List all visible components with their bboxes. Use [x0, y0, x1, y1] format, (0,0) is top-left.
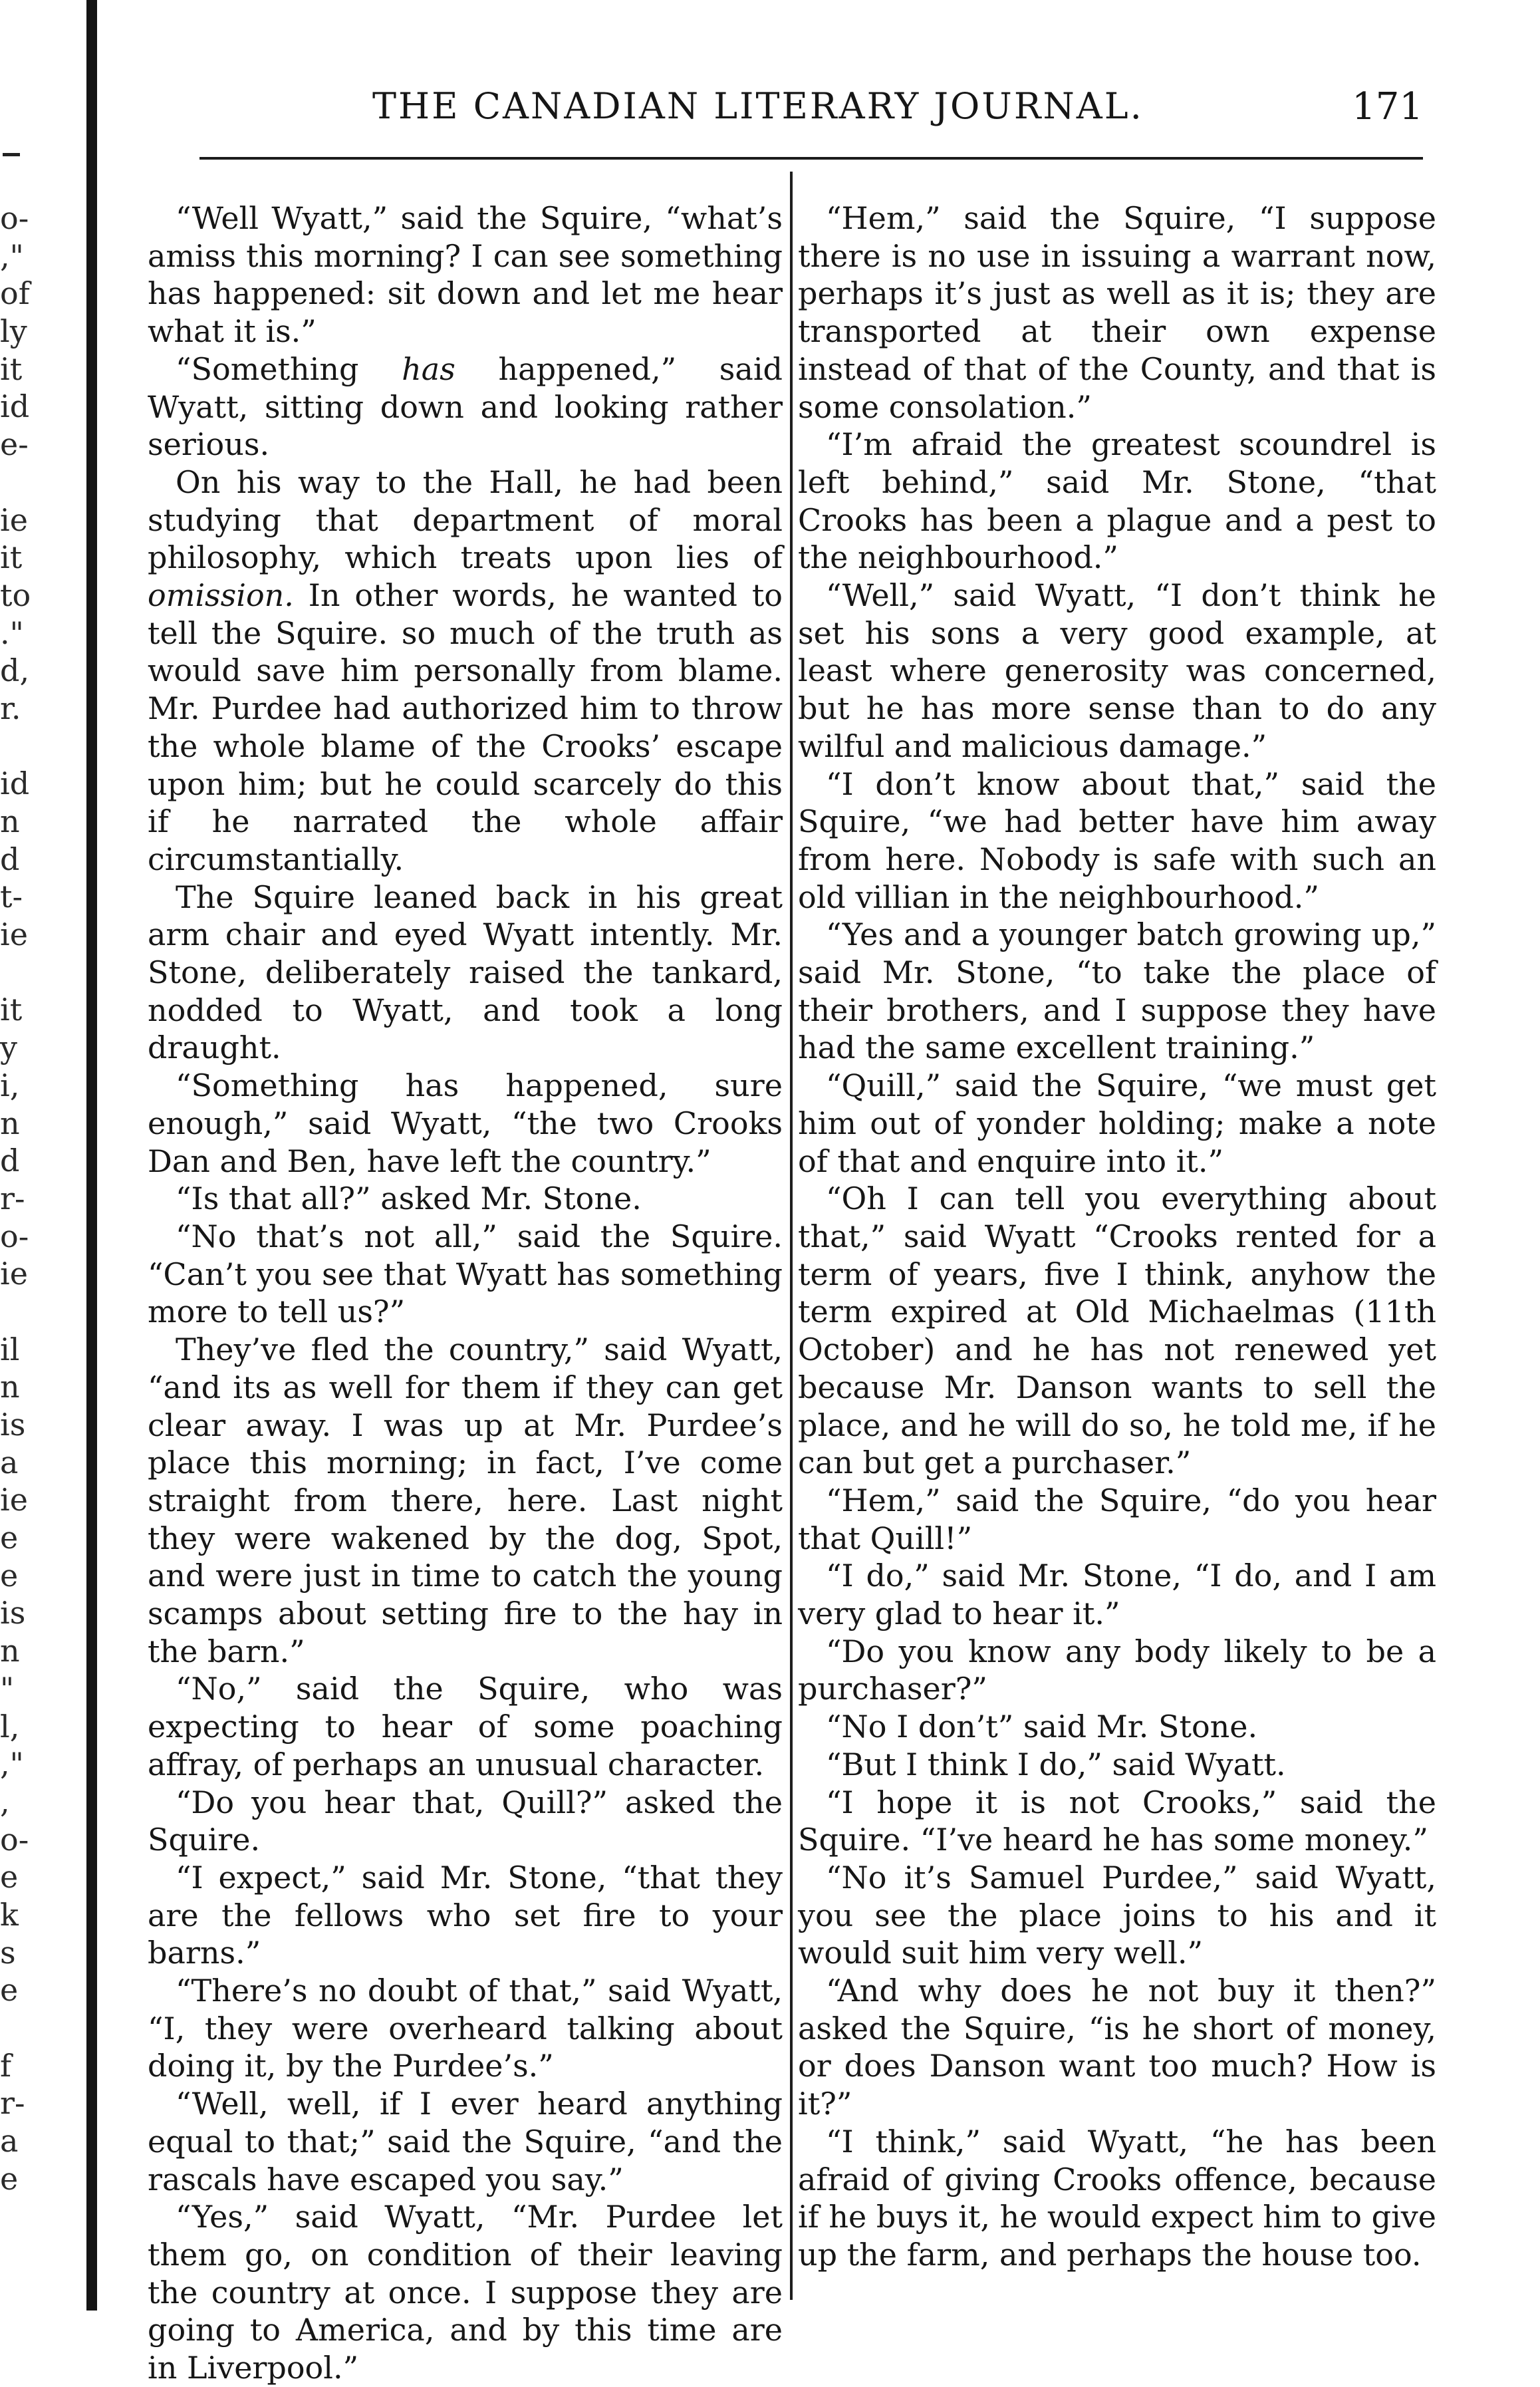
- paragraph-text: “No I don’t” said Mr. Stone.: [826, 1709, 1258, 1745]
- paragraph-text: “No that’s not all,” said the Squire. “Can’t you see that Wyatt has something more to tell us?”: [148, 1218, 783, 1330]
- paragraph-text: “Yes and a younger batch growing up,” said Mr. Stone, “to take the place of their brothers, and I suppose they have had the same excellent training.”: [798, 916, 1436, 1066]
- edge-fragment: n: [0, 1105, 20, 1141]
- paragraph: [148, 1331, 783, 1670]
- paragraph: [798, 426, 1436, 577]
- edge-fragment: i,: [0, 1067, 20, 1103]
- paragraph: [148, 1670, 783, 1783]
- edge-fragment: r-: [0, 2085, 25, 2122]
- paragraph: [798, 1067, 1436, 1180]
- edge-fragment: l,: [0, 1708, 20, 1745]
- edge-fragment: n: [0, 1633, 20, 1669]
- edge-fragment: e: [0, 1972, 19, 2009]
- paragraph-text: “Well Wyatt,” said the Squire, “what’s amiss this morning? I can see something has happened: sit down and let me hear what it is.”: [148, 200, 783, 350]
- edge-fragment: ": [0, 1670, 15, 1707]
- edge-fragment: [0, 2009, 74, 2047]
- paragraph-text: “But I think I do,” said Wyatt.: [826, 1746, 1286, 1782]
- running-header: [372, 85, 1423, 145]
- italic-emphasis: omission.: [148, 577, 294, 614]
- edge-fragment: e: [0, 1557, 19, 1594]
- header-rule: [199, 157, 1423, 160]
- edge-fragment: r.: [0, 690, 21, 726]
- paragraph-text: “I do,” said Mr. Stone, “I do, and I am very glad to hear it.”: [798, 1558, 1436, 1632]
- edge-fragment: [0, 1293, 74, 1331]
- edge-fragment: n: [0, 803, 20, 839]
- paragraph-text: happened,” said Wyatt, sitting down and looking rather serious.: [148, 351, 783, 463]
- paragraph-text: In other words, he wanted to tell the Squire. so much of the truth as would save him personally from blame. Mr. Purdee had authorized him to throw the whole blame of the Crooks’ escape upon him; but he could scarcely do this if he narrated the whole affair circumstantially.: [148, 577, 783, 877]
- paragraph: [798, 766, 1436, 916]
- edge-fragment: ,": [0, 237, 24, 274]
- edge-fragment: a: [0, 2123, 19, 2160]
- edge-fragment: ,": [0, 1746, 24, 1782]
- edge-fragment: of: [0, 275, 30, 312]
- paragraph-text: “Hem,” said the Squire, “do you hear that Quill!”: [798, 1482, 1436, 1556]
- right-column: [798, 200, 1436, 2274]
- edge-fragment: ie: [0, 916, 28, 953]
- edge-fragment: o-: [0, 1218, 29, 1254]
- paragraph: [148, 464, 783, 879]
- edge-fragment: e: [0, 1859, 19, 1896]
- left-column: [148, 200, 783, 2387]
- paragraph-text: “Something: [176, 351, 402, 387]
- paragraph-text: “I’m afraid the greatest scoundrel is left behind,” said Mr. Stone, “that Crooks has been a plague and a pest to the neighbourhood.”: [798, 426, 1436, 576]
- edge-fragment: is: [0, 1595, 26, 1631]
- paragraph-text: “Do you hear that, Quill?” asked the Squire.: [148, 1784, 783, 1858]
- paragraph: [148, 2198, 783, 2387]
- edge-fragment: id: [0, 388, 30, 425]
- page-number: 171: [1352, 85, 1423, 128]
- edge-fragment: it: [0, 992, 23, 1028]
- edge-fragment: e: [0, 2160, 19, 2197]
- paragraph: [148, 879, 783, 1067]
- paragraph-text: “Is that all?” asked Mr. Stone.: [176, 1181, 642, 1217]
- paragraph-text: They’ve fled the country,” said Wyatt, “and its as well for them if they can get clear away. I was up at Mr. Purdee’s place this morning; in fact, I’ve come straight from there, here. Last night they were wakened by the dog, Spot, and were just in time to catch the young scamps about setting fire to the hay in the barn.”: [148, 1332, 783, 1669]
- paragraph-text: “There’s no doubt of that,” said Wyatt, “I, they were overheard talking about doing it, by the Purdee’s.”: [148, 1973, 783, 2084]
- edge-fragment: y: [0, 1030, 17, 1066]
- paragraph-text: “Quill,” said the Squire, “we must get him out of yonder holding; make a note of that and enquire into it.”: [798, 1067, 1436, 1179]
- paragraph: [148, 351, 783, 464]
- paragraph-text: The Squire leaned back in his great arm chair and eyed Wyatt intently. Mr. Stone, deliberately raised the tankard, nodded to Wyatt, and took a long draught.: [148, 879, 783, 1066]
- paragraph: [798, 2123, 1436, 2274]
- paragraph: [798, 577, 1436, 766]
- edge-fragment: n: [0, 1369, 20, 1405]
- edge-fragment: .": [0, 615, 24, 651]
- paragraph: [148, 1067, 783, 1180]
- paragraph: [798, 1482, 1436, 1557]
- edge-fragment: e-: [0, 426, 29, 463]
- paragraph: [798, 1746, 1436, 1784]
- paragraph-text: “I expect,” said Mr. Stone, “that they are the fellows who set fire to your barns.”: [148, 1859, 783, 1971]
- edge-fragment: [0, 728, 74, 766]
- edge-fragment: r-: [0, 1180, 25, 1216]
- paragraph: [798, 1633, 1436, 1708]
- paragraph-text: “Yes,” said Wyatt, “Mr. Purdee let them go, on condition of their leaving the country at once. I suppose they are going to America, and by this time are in Liverpool.”: [148, 2199, 783, 2386]
- paragraph: [798, 1859, 1436, 1972]
- edge-fragment: f: [0, 2047, 12, 2084]
- paragraph: [148, 1180, 783, 1218]
- edge-fragment: ie: [0, 1482, 28, 1518]
- paragraph-text: “No,” said the Squire, who was expecting to hear of some poaching affray, of perhaps an unusual character.: [148, 1671, 783, 1782]
- edge-fragment: to: [0, 577, 31, 613]
- journal-title: THE CANADIAN LITERARY JOURNAL.: [372, 85, 1144, 127]
- paragraph-text: “No it’s Samuel Purdee,” said Wyatt, you see the place joins to his and it would suit him very well.”: [798, 1859, 1436, 1971]
- paragraph: [148, 1859, 783, 1972]
- edge-fragment: t-: [0, 879, 23, 915]
- facing-page-fragments: [0, 200, 74, 2197]
- paragraph-text: “I think,” said Wyatt, “he has been afraid of giving Crooks offence, because if he buys it, he would expect him to give up the farm, and perhaps the house too.: [798, 2123, 1436, 2273]
- paragraph-text: On his way to the Hall, he had been studying that department of moral philosophy, which treats upon lies of: [148, 464, 783, 576]
- paragraph: [798, 1557, 1436, 1632]
- paragraph: [798, 916, 1436, 1067]
- edge-fragment: a: [0, 1444, 19, 1480]
- paragraph: [148, 1972, 783, 2085]
- paragraph: [798, 200, 1436, 426]
- binding-edge-rule: [86, 0, 97, 2311]
- paragraph: [798, 1180, 1436, 1482]
- edge-fragment: is: [0, 1407, 26, 1443]
- edge-fragment: o-: [0, 200, 29, 236]
- edge-fragment: il: [0, 1331, 20, 1367]
- paragraph: [798, 1708, 1436, 1746]
- edge-fragment: s: [0, 1934, 16, 1971]
- margin-tick: [3, 153, 20, 156]
- paragraph-text: “Oh I can tell you everything about that,” said Wyatt “Crooks rented for a term of years, five I think, anyhow the term expired at Old Michaelmas (11th October) and he has not renewed yet because Mr. Danson wants to sell the place, and he will do so, he told me, if he can but get a purchaser.”: [798, 1181, 1436, 1481]
- paragraph: [148, 200, 783, 351]
- paragraph-text: “Hem,” said the Squire, “I suppose there is no use in issuing a warrant now, perhaps it’s just as well as it is; they are transported at their own expense instead of that of the County, and that is some consolation.”: [798, 200, 1436, 425]
- paragraph-text: “Well,” said Wyatt, “I don’t think he set his sons a very good example, at least where generosity was concerned, but he has more sense than to do any wilful and malicious damage.”: [798, 577, 1436, 764]
- paragraph: [148, 1784, 783, 1859]
- edge-fragment: ie: [0, 501, 28, 538]
- paragraph-text: “Something has happened, sure enough,” said Wyatt, “the two Crooks Dan and Ben, have left the country.”: [148, 1067, 783, 1179]
- edge-fragment: k: [0, 1896, 19, 1933]
- edge-fragment: ie: [0, 1256, 28, 1292]
- paragraph-text: “And why does he not buy it then?” asked the Squire, “is he short of money, or does Danson want too much? How is it?”: [798, 1973, 1436, 2122]
- edge-fragment: [0, 464, 74, 501]
- edge-fragment: it: [0, 539, 23, 576]
- edge-fragment: e: [0, 1520, 19, 1556]
- edge-fragment: id: [0, 766, 30, 802]
- edge-fragment: ly: [0, 313, 27, 350]
- edge-fragment: [0, 954, 74, 992]
- paragraph: [798, 1784, 1436, 1859]
- edge-fragment: d: [0, 1143, 20, 1179]
- edge-fragment: d,: [0, 652, 30, 689]
- paragraph: [148, 2085, 783, 2198]
- edge-fragment: ,: [0, 1783, 10, 1820]
- paragraph-text: “Do you know any body likely to be a purchaser?”: [798, 1633, 1436, 1707]
- paragraph-text: “I hope it is not Crooks,” said the Squire. “I’ve heard he has some money.”: [798, 1784, 1436, 1858]
- paragraph: [798, 1972, 1436, 2123]
- edge-fragment: it: [0, 351, 23, 387]
- edge-fragment: o-: [0, 1821, 29, 1858]
- column-divider: [790, 172, 793, 2300]
- paragraph: [148, 1218, 783, 1331]
- paragraph-text: “I don’t know about that,” said the Squire, “we had better have him away from here. Nobody is safe with such an old villian in the neighbourhood.”: [798, 766, 1436, 915]
- paragraph-text: “Well, well, if I ever heard anything equal to that;” said the Squire, “and the rascals have escaped you say.”: [148, 2086, 783, 2197]
- italic-emphasis: has: [402, 351, 455, 387]
- edge-fragment: d: [0, 841, 20, 877]
